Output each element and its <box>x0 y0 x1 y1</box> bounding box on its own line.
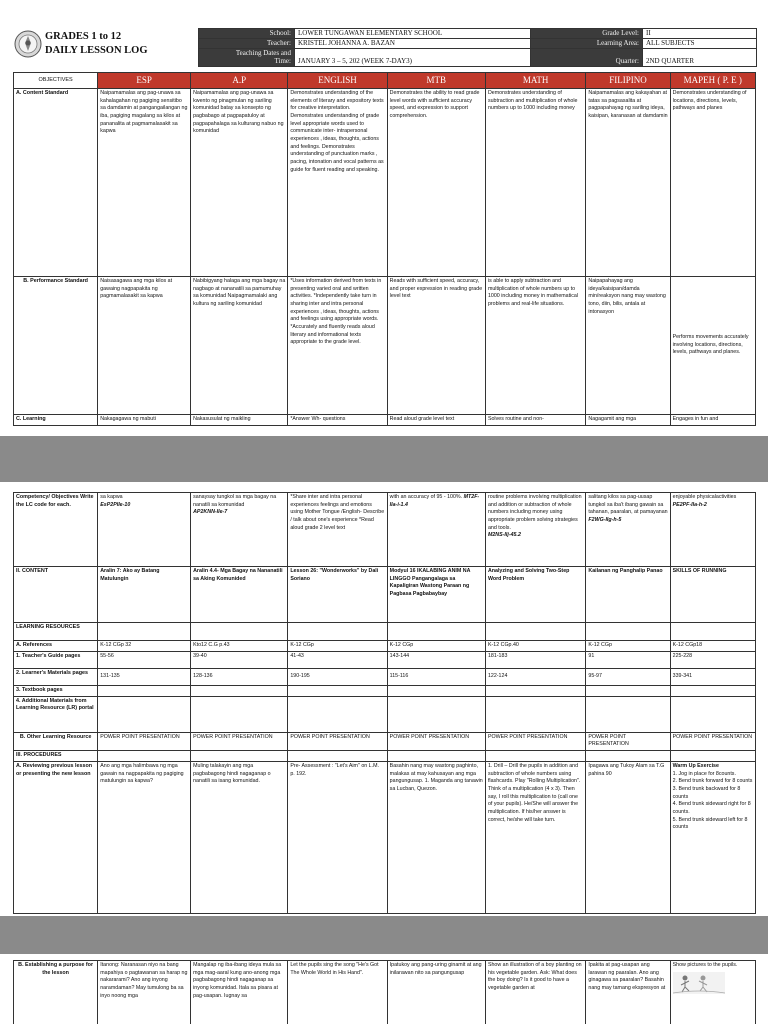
school-label: School: <box>199 29 295 39</box>
deped-seal-icon <box>14 30 42 58</box>
cell-math: Show an illustration of a boy planting on his vegetable garden. Ask: What does the boy doing? Is it good to have a vegetable garden at <box>485 961 585 1024</box>
textbook-row <box>14 685 756 696</box>
cell-ap: Nakasusulat ng maikling <box>191 415 288 426</box>
school-value: LOWER TUNGAWAN ELEMENTARY SCHOOL <box>295 29 531 39</box>
cell-esp: sa kapwa EsP2PIIe-10 <box>98 493 191 567</box>
cell-math: Analyzing and Solving Two-Step Word Problem <box>485 567 585 623</box>
document-title <box>45 30 148 57</box>
row-label: C. Learning <box>14 415 98 426</box>
row-label: II. CONTENT <box>14 567 98 623</box>
cell-english: *Uses information derived from texts in presenting varied oral and written activities. *Independently take turn in sharing inter and intra personal experiences , ideas, thoughts, actions and feelings using appropriate words. *Accurately and fluently reads aloud literary and informational texts appropriate to the grade level. <box>288 277 387 415</box>
cell-english: POWER POINT PRESENTATION <box>288 732 387 750</box>
row-label: III. PROCEDURES <box>14 751 98 762</box>
cell-english: Let the pupils sing the song "He's Got The Whole World in His Hand". <box>288 961 387 1024</box>
cell-mapeh: Demonstrates understanding of locations, directions, levels, pathways and planes <box>670 89 755 277</box>
references-row <box>14 641 756 652</box>
lc-code: M2NS-IIj-45.2 <box>487 532 521 539</box>
cell-filipino: K-12 CGp <box>586 641 670 652</box>
quarter-value: 2ND QUARTER <box>643 48 757 67</box>
lesson-table-page-2 <box>13 492 756 914</box>
cell-english: *Share inter and intra personal experiences feelings and emotions using Mother Tongue /English- Describe / talk about one's experience *Read aloud grade 2 level text <box>288 493 387 567</box>
procedures-row <box>14 751 756 762</box>
competency-row <box>14 493 756 567</box>
lc-code: PE2PF-IIa-h-2 <box>672 501 707 508</box>
cell-ap: Muling talakayin ang mga pagbabagong hindi nagaganap o nanatili sa isang komunidad. <box>191 761 288 913</box>
cell-esp: Naisasagawa ang mga kilos at gawaing nagpapakita ng pagmamalasakit sa kapwa <box>98 277 191 415</box>
cell-ap: Kto12 C.G p.43 <box>191 641 288 652</box>
row-label: A. References <box>14 641 98 652</box>
cell-mapeh: 225-228 <box>670 651 755 668</box>
cell-mtb: Modyul 16 IKALABING ANIM NA LINGGO Pangangalaga sa Kapaligiran Wastong Paraan ng Pagbasa Pagbabaybay <box>387 567 485 623</box>
learning-area-label: Learning Area: <box>531 38 643 48</box>
cell-ap: Mangalap ng iba-ibang ideya mula sa mga mag-aaral kung ano-anong mga pagbabagong hindi nagaganap sa inyong komunidad. Itala sa pisara at pag-usapan. Iugnay sa <box>191 961 288 1024</box>
row-label: LEARNING RESOURCES <box>14 623 98 641</box>
cell-mapeh: enjoyable physicalactivities PE2PF-IIa-h-2 <box>670 493 755 567</box>
cell-esp: Aralin 7: Ako ay Batang Matulungin <box>98 567 191 623</box>
teacher-value: KRISTEL JOHANNA A. BAZAN <box>295 38 531 48</box>
subject-math: MATH <box>485 73 585 89</box>
row-label: B. Establishing a purpose for the lesson <box>14 961 98 1024</box>
row-label: 2. Learner's Materials pages <box>14 668 98 685</box>
cell-math: 181-183 <box>485 651 585 668</box>
teachers-guide-row <box>14 651 756 668</box>
row-label: B. Other Learning Resource <box>14 732 98 750</box>
additional-materials-row <box>14 696 756 732</box>
cell-mtb: Reads with sufficient speed, accuracy, and proper expression in reading grade level text <box>387 277 485 415</box>
cell-filipino: salitang kilos sa pag-uusap tungkol sa iba't ibang gawain sa tahanan, paaralan, at pamayanan F2WG-IIg-h-5 <box>586 493 670 567</box>
cell-english: 41-43 <box>288 651 387 668</box>
cell-math: 1. Drill – Drill the pupils in addition and subtraction of whole numbers using flashcards. Play "Rolling Multiplication". Think of a multiplication (4 x 3). Then say, I roll this multiplication to (call one of your pupils). He/She will answer the multiplication. If his/her answer is correct, he/she will take turn. <box>485 761 585 913</box>
cell-math: POWER POINT PRESENTATION <box>485 732 585 750</box>
lc-code: AP2KNN-IIe-7 <box>193 509 228 516</box>
cell-ap: Naipamamalas ang pag-unawa sa kwento ng pinagmulan ng sariling komunidad batay sa konsepto ng pagbabago at pagpapatuloy at pagpapahalaga sa kulturang nabuo ng komunidad <box>191 89 288 277</box>
lc-code: EsP2PIIe-10 <box>100 501 131 508</box>
cell-esp: Ano ang mga halimbawa ng mga gawain na nagpapakita ng pagiging matulungin sa kapwa? <box>98 761 191 913</box>
learning-competencies-row <box>14 415 756 426</box>
cell-ap: sanaysay tungkol sa mga bagay na nanatili sa komunidad AP2KNN-IIe-7 <box>191 493 288 567</box>
running-kids-picture-icon <box>673 972 725 994</box>
cell-esp: Naipamamalas ang pag-unawa sa kahalagahan ng pagiging sensitibo sa damdamin at pangangailangan ng iba, pagiging magalang sa kilos at pananalita at pagmamalasakit sa kapwa <box>98 89 191 277</box>
cell-filipino: Nagagamit ang mga <box>586 415 670 426</box>
cell-english: Pre- Assessment : "Let's Aim" on L.M. p. 192. <box>288 761 387 913</box>
row-label: A. Content Standard <box>14 89 98 277</box>
quarter-label: Quarter: <box>531 48 643 67</box>
cell-filipino: Naipamamalas ang kakayahan at tatas sa pagsasalita at pagpapahayag ng sariling ideya, kaisipan, karanasan at damdamin <box>586 89 670 277</box>
teaching-dates-value: JANUARY 3 – 5, 202 (WEEK 7-DAY3) <box>295 48 531 67</box>
cell-math: 122-124 <box>485 668 585 685</box>
header-info-table <box>198 28 757 67</box>
reviewing-row <box>14 761 756 913</box>
cell-mtb: 143-144 <box>387 651 485 668</box>
cell-filipino: 91 <box>586 651 670 668</box>
performance-standard-row <box>14 277 756 415</box>
lc-code: F2WG-IIg-h-5 <box>588 517 622 524</box>
establishing-purpose-row <box>14 961 756 1024</box>
cell-mapeh: Performs movements accurately involving locations, directions, levels, pathways and planes. <box>670 277 755 415</box>
cell-math: Solves routine and non- <box>485 415 585 426</box>
cell-ap: POWER POINT PRESENTATION <box>191 732 288 750</box>
cell-esp: Nakagagawa ng mabuti <box>98 415 191 426</box>
teaching-dates-label: Teaching Dates and Time: <box>199 48 295 67</box>
cell-mtb: Demonstrates the ability to read grade level words with sufficient accuracy speed, and expression to support comprehension. <box>387 89 485 277</box>
learning-area-value: ALL SUBJECTS <box>643 38 757 48</box>
row-label: A. Reviewing previous lesson or presenting the new lesson <box>14 761 98 913</box>
grade-level-label: Grade Level: <box>531 29 643 39</box>
cell-esp: Itanong: Naranasan niyo na bang mapahiya o pagtawanan sa harap ng nakararami? Ano ang inyong naramdaman? May tumulong ba sa inyo noong mga <box>98 961 191 1024</box>
warm-up-title: Warm Up Exercise <box>672 762 719 769</box>
title-line-1: GRADES 1 to 12 <box>45 31 122 42</box>
cell-mtb: Basahin nang may wastong paghinto, malakas at may kahusayan ang mga pangungusap. 1. Maganda ang tanawin sa Lucban, Quezon. <box>387 761 485 913</box>
cell-esp: K-12 CGp 32 <box>98 641 191 652</box>
cell-esp: 131-135 <box>98 668 191 685</box>
cell-mapeh: 339-341 <box>670 668 755 685</box>
cell-esp: 55-56 <box>98 651 191 668</box>
warm-up-steps: 1. Jog in place for 8counts. 2. Bend trunk forward for 8 counts 3. Bend trunk backward for 8 counts 4. Bend trunk sideward right for 8 counts. 5. Bend trunk sideward left for 8 counts <box>672 770 753 831</box>
cell-mapeh: POWER POINT PRESENTATION <box>670 732 755 750</box>
cell-filipino: POWER POINT PRESENTATION <box>586 732 670 750</box>
cell-filipino: Naipapahayag ang ideya/kaisipan/damda min/reaksyon nang may wastong tono, diin, bilis, antala at intonasyon <box>586 277 670 415</box>
cell-english: 190-195 <box>288 668 387 685</box>
cell-math: K-12 CGp.40 <box>485 641 585 652</box>
cell-mapeh: Show pictures to the pupils. <box>670 961 755 1024</box>
cell-mtb: Ipatukoy ang pang-uring ginamit at ang inilarawan nito sa pangungusap <box>387 961 485 1024</box>
cell-mtb: POWER POINT PRESENTATION <box>387 732 485 750</box>
grade-level-value: II <box>643 29 757 39</box>
cell-mapeh: Engages in fun and <box>670 415 755 426</box>
page-1 <box>0 0 768 436</box>
row-label: 3. Textbook pages <box>14 685 98 696</box>
cell-mapeh: K-12 CGp18 <box>670 641 755 652</box>
cell-filipino: Ipakita at pag-usapan ang larawan ng paaralan. Ano ang ginagawa sa paaralan? Basahin nang may tamang ekspresyon at <box>586 961 670 1024</box>
title-line-2: DAILY LESSON LOG <box>45 44 148 56</box>
subject-ap: A.P <box>191 73 288 89</box>
cell-mapeh <box>670 761 755 913</box>
cell-english: *Answer Wh- questions <box>288 415 387 426</box>
objectives-header: OBJECTIVES <box>14 73 98 89</box>
lc-code: MT2F-IIa-i-1.4 <box>389 494 480 508</box>
cell-ap: 128-136 <box>191 668 288 685</box>
row-label: 1. Teacher's Guide pages <box>14 651 98 668</box>
cell-mtb: with an accuracy of 95 - 100%. MT2F-IIa-i-1.4 <box>387 493 485 567</box>
cell-filipino: 95-97 <box>586 668 670 685</box>
cell-english: Lesson 26: "Wonderworks" by Dali Soriano <box>288 567 387 623</box>
subject-mapeh: MAPEH ( P. E ) <box>670 73 755 89</box>
cell-filipino: Ipagawa ang Tukoy Alam sa T.G pahina 90 <box>586 761 670 913</box>
row-label: 4. Additional Materials from Learning Resource (LR) portal <box>14 696 98 732</box>
subject-mtb: MTB <box>387 73 485 89</box>
cell-esp: POWER POINT PRESENTATION <box>98 732 191 750</box>
lesson-table-page-1 <box>13 72 756 426</box>
cell-mtb: 115-116 <box>387 668 485 685</box>
cell-filipino: Kailanan ng Panghalip Panao <box>586 567 670 623</box>
cell-ap: 39-40 <box>191 651 288 668</box>
cell-math: is able to apply subtraction and multiplication of whole numbers up to 1000 including money in mathematical problems and real-life situations. <box>485 277 585 415</box>
cell-mtb: K-12 CGp <box>387 641 485 652</box>
other-resources-row <box>14 732 756 750</box>
subject-esp: ESP <box>98 73 191 89</box>
page-3 <box>0 954 768 1024</box>
teacher-label: Teacher: <box>199 38 295 48</box>
cell-math: routine problems involving multiplication and addition or subtraction of whole numbers including money using appropriate problem solving strategies and tools. M2NS-IIj-45.2 <box>485 493 585 567</box>
cell-english: Demonstrates understanding of the elements of literary and expository texts for creative interpretation. Demonstrates understanding of grade level appropriate words used to communicate inter- intrapersonal experiences , ideas, thoughts, actions and feelings. Demonstrates understanding of punctuation marks , pacing, intonation and vocal patterns as guide for fluent reading and speaking. <box>288 89 387 277</box>
lesson-table-page-3 <box>13 960 756 1024</box>
cell-english: K-12 CGp <box>288 641 387 652</box>
content-row <box>14 567 756 623</box>
row-label: Competency/ Objectives Write the LC code for each. <box>14 493 98 567</box>
learning-resources-row <box>14 623 756 641</box>
row-label: B. Performance Standard <box>14 277 98 415</box>
subject-filipino: FILIPINO <box>586 73 670 89</box>
cell-mapeh: SKILLS OF RUNNING <box>670 567 755 623</box>
content-standard-row <box>14 89 756 277</box>
cell-mtb: Read aloud grade level text <box>387 415 485 426</box>
page-2 <box>0 482 768 916</box>
subject-english: ENGLISH <box>288 73 387 89</box>
learners-materials-row <box>14 668 756 685</box>
cell-ap: Nabibigyang halaga ang mga bagay na nagbago at nananatili sa pamumuhay sa komunidad Naipagmamalaki ang kultura ng sariling komunidad <box>191 277 288 415</box>
cell-math: Demonstrates understanding of subtraction and multiplication of whole numbers up to 1000 including money <box>485 89 585 277</box>
cell-ap: Aralin 4.4- Mga Bagay na Nananatili sa Aking Komunided <box>191 567 288 623</box>
